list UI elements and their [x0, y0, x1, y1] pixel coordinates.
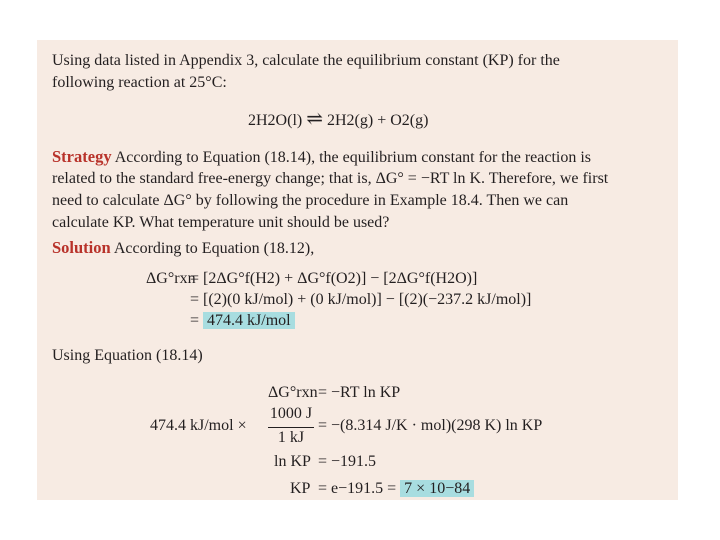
reaction-right: 2H2(g) + O2(g): [326, 112, 429, 129]
strategy-line-4: calculate KP. What temperature unit should be used?: [52, 214, 390, 231]
second-line-4: = e−191.5 = 7 × 10−84: [318, 478, 474, 500]
second-line-1-rhs: = −RT ln KP: [318, 384, 401, 401]
second-line-2-left: 474.4 kJ/mol ×: [150, 417, 247, 434]
final-result-highlight: 7 × 10−84: [400, 480, 474, 497]
second-line-1-lhs: ΔG°rxn: [268, 384, 318, 401]
strategy-label: Strategy: [52, 147, 112, 166]
second-line-4-lhs: KP: [290, 480, 311, 497]
solution-lhs: ΔG°rxn: [146, 270, 196, 287]
equilibrium-arrow-icon: ⇌: [306, 108, 323, 130]
solution-eq-1: = [2ΔG°f(H2) + ΔG°f(O2)] − [2ΔG°f(H2O)]: [190, 270, 478, 287]
second-line-2-rhs: = −(8.314 J/K · mol)(298 K) ln KP: [318, 417, 543, 434]
strategy-line-2: related to the standard free-energy change; that is, ΔG° = −RT ln K. Therefore, we first: [52, 170, 609, 187]
solution-result-highlight: 474.4 kJ/mol: [203, 312, 295, 329]
second-intro: Using Equation (18.14): [52, 347, 203, 364]
strategy-line-3: need to calculate ΔG° by following the procedure in Example 18.4. Then we can: [52, 192, 569, 209]
reaction-equation: [248, 108, 428, 132]
solution-eq-3: = 474.4 kJ/mol: [190, 310, 295, 332]
fraction-denominator: 1 kJ: [277, 429, 305, 446]
solution-eq-2: = [(2)(0 kJ/mol) + (0 kJ/mol)] − [(2)(−237.2 kJ/mol)]: [190, 291, 532, 308]
solution-line: Solution According to Equation (18.12),: [52, 238, 315, 257]
second-line-3-rhs: = −191.5: [318, 453, 377, 470]
strategy-line-1: Strategy According to Equation (18.14), the equilibrium constant for the reaction is: [52, 147, 592, 166]
fraction-numerator: 1000 J: [269, 405, 313, 422]
reaction-left: 2H2O(l): [248, 112, 303, 129]
problem-line-1: Using data listed in Appendix 3, calculate the equilibrium constant (KP) for the: [52, 52, 560, 69]
solution-label: Solution: [52, 238, 111, 257]
fraction-bar: [268, 427, 314, 428]
second-line-3-lhs: ln KP: [274, 453, 311, 470]
problem-line-2: following reaction at 25°C:: [52, 74, 227, 91]
